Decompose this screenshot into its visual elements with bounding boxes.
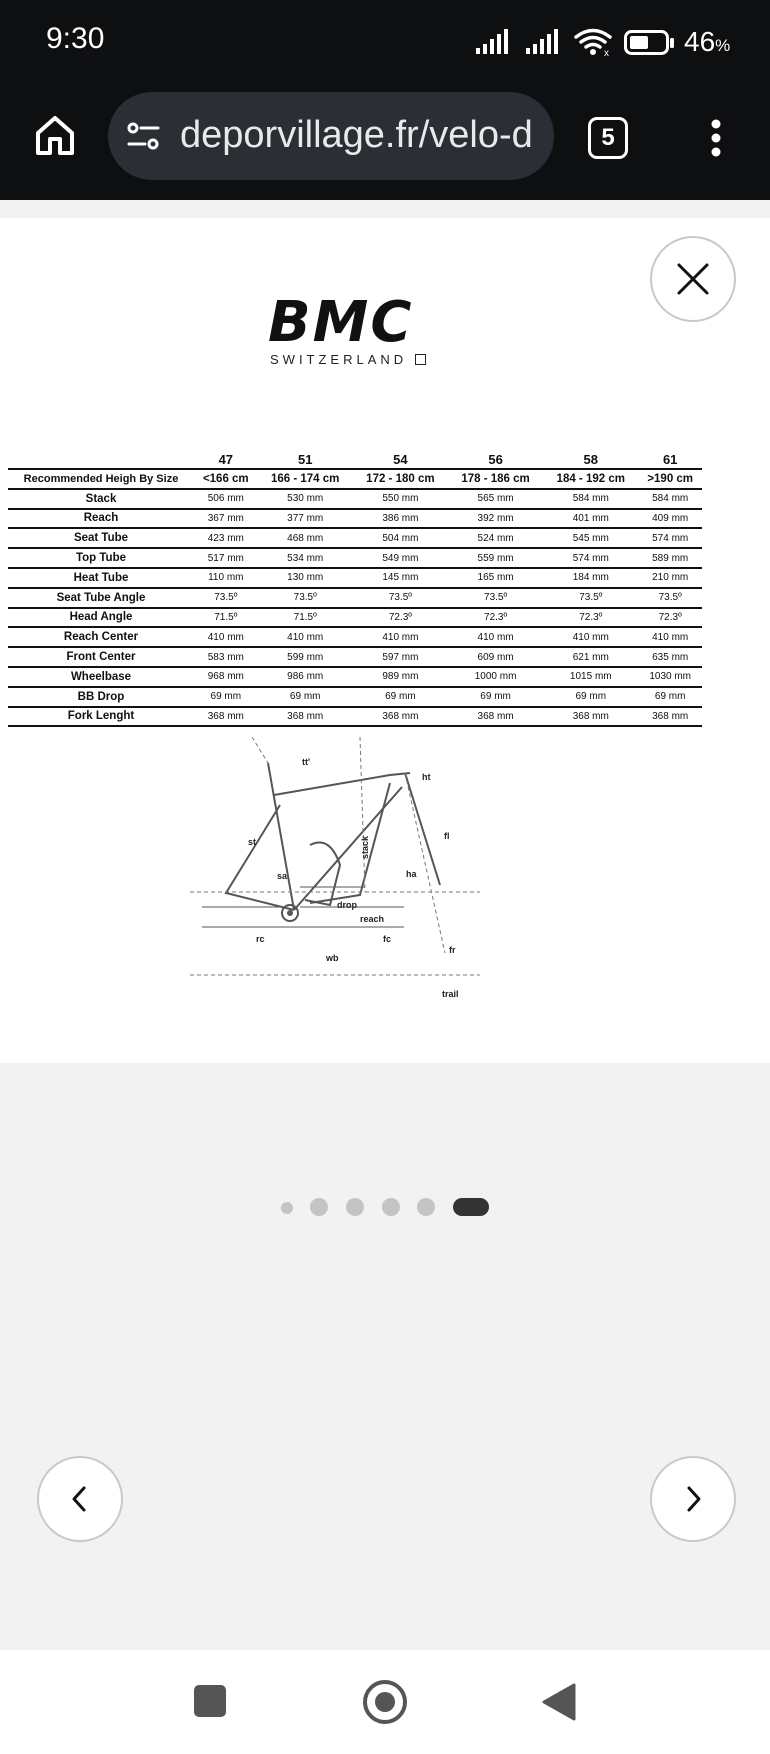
diagram-label: ha [406, 869, 417, 879]
size-header: 54 [353, 450, 448, 469]
diagram-label: fr [449, 945, 456, 955]
table-cell: 69 mm [258, 687, 353, 707]
table-cell: 377 mm [258, 509, 353, 529]
recent-apps-button[interactable] [194, 1685, 226, 1717]
table-cell: 565 mm [448, 489, 543, 509]
table-cell: <166 cm [194, 469, 258, 489]
table-cell: 534 mm [258, 548, 353, 568]
table-cell: 368 mm [448, 707, 543, 727]
table-cell: 110 mm [194, 568, 258, 588]
diagram-label: drop [337, 900, 357, 910]
close-button[interactable] [650, 236, 736, 322]
table-cell: 210 mm [638, 568, 702, 588]
table-cell: 166 - 174 cm [258, 469, 353, 489]
table-cell: 574 mm [638, 528, 702, 548]
table-cell: 172 - 180 cm [353, 469, 448, 489]
table-cell: 524 mm [448, 528, 543, 548]
table-cell: 504 mm [353, 528, 448, 548]
diagram-label: fl [444, 831, 450, 841]
chevron-right-icon [652, 1458, 734, 1540]
table-cell: 989 mm [353, 667, 448, 687]
table-row-label: BB Drop [8, 687, 194, 707]
url-text[interactable]: deporvillage.fr/velo-d [180, 114, 533, 156]
table-cell: 367 mm [194, 509, 258, 529]
table-cell: 621 mm [543, 647, 638, 667]
table-row-label: Reach Center [8, 627, 194, 647]
table-cell: 72.3º [638, 608, 702, 628]
signal-wifi-icons [476, 28, 626, 58]
battery-icon [624, 30, 676, 56]
next-image-button[interactable] [650, 1456, 736, 1542]
size-header: 58 [543, 450, 638, 469]
table-row [8, 528, 702, 548]
table-cell: 401 mm [543, 509, 638, 529]
diagram-label: ht [422, 772, 431, 782]
frame-geometry-diagram [190, 735, 520, 1005]
table-cell: 73.5º [448, 588, 543, 608]
table-cell: 1030 mm [638, 667, 702, 687]
table-row [8, 509, 702, 529]
table-row [8, 568, 702, 588]
table-row [8, 667, 702, 687]
carousel-dot-active[interactable] [453, 1198, 489, 1216]
table-row-label: Seat Tube [8, 528, 194, 548]
table-cell: >190 cm [638, 469, 702, 489]
table-cell: 69 mm [448, 687, 543, 707]
table-cell: 584 mm [638, 489, 702, 509]
size-header: 51 [258, 450, 353, 469]
table-cell: 599 mm [258, 647, 353, 667]
table-cell: 1015 mm [543, 667, 638, 687]
table-row [8, 627, 702, 647]
more-vert-icon[interactable] [705, 118, 727, 158]
back-nav-button[interactable] [540, 1683, 576, 1721]
table-row [8, 647, 702, 667]
table-row-label: Front Center [8, 647, 194, 667]
table-cell: 184 mm [543, 568, 638, 588]
table-cell: 145 mm [353, 568, 448, 588]
carousel-dot[interactable] [310, 1198, 328, 1216]
table-cell: 410 mm [543, 627, 638, 647]
table-cell: 584 mm [543, 489, 638, 509]
table-cell: 1000 mm [448, 667, 543, 687]
table-cell: 635 mm [638, 647, 702, 667]
table-row-label: Reach [8, 509, 194, 529]
carousel-dot[interactable] [281, 1202, 293, 1214]
site-settings-icon[interactable] [126, 120, 162, 154]
table-cell: 71.5º [194, 608, 258, 628]
status-time: 9:30 [46, 22, 105, 55]
table-cell: 597 mm [353, 647, 448, 667]
chevron-left-icon [39, 1458, 121, 1540]
diagram-label: rc [256, 934, 265, 944]
table-row-label: Fork Lenght [8, 707, 194, 727]
table-row-label: Top Tube [8, 548, 194, 568]
table-row-label: Heat Tube [8, 568, 194, 588]
table-row [8, 588, 702, 608]
table-cell: 73.5º [638, 588, 702, 608]
table-cell: 73.5º [258, 588, 353, 608]
table-cell: 589 mm [638, 548, 702, 568]
table-cell: 583 mm [194, 647, 258, 667]
table-cell: 468 mm [258, 528, 353, 548]
table-cell: 386 mm [353, 509, 448, 529]
diagram-label: reach [360, 914, 385, 924]
carousel-dot[interactable] [417, 1198, 435, 1216]
diagram-label: fc [383, 934, 392, 944]
table-cell: 73.5º [353, 588, 448, 608]
table-cell: 545 mm [543, 528, 638, 548]
table-cell: 549 mm [353, 548, 448, 568]
table-cell: 559 mm [448, 548, 543, 568]
diagram-label: st [248, 837, 257, 847]
table-cell: 72.3º [448, 608, 543, 628]
table-cell: 609 mm [448, 647, 543, 667]
table-cell: 69 mm [638, 687, 702, 707]
table-cell: 410 mm [448, 627, 543, 647]
table-row [8, 707, 702, 727]
home-icon[interactable] [34, 113, 76, 157]
table-cell: 968 mm [194, 667, 258, 687]
table-cell: 69 mm [543, 687, 638, 707]
table-cell: 368 mm [194, 707, 258, 727]
table-cell: 410 mm [353, 627, 448, 647]
table-row-label: Seat Tube Angle [8, 588, 194, 608]
size-header-row [8, 450, 702, 469]
bmc-logo: BMC [268, 290, 414, 355]
size-header: 47 [194, 450, 258, 469]
table-row-label: Stack [8, 489, 194, 509]
table-cell: 69 mm [194, 687, 258, 707]
diagram-label: sa [277, 871, 288, 881]
table-row-label: Recommended Heigh By Size [8, 469, 194, 489]
table-cell: 73.5º [543, 588, 638, 608]
table-cell: 368 mm [258, 707, 353, 727]
diagram-label: stack [360, 835, 370, 859]
battery-percent: 46% [684, 26, 731, 57]
table-row-label: Wheelbase [8, 667, 194, 687]
table-cell: 368 mm [543, 707, 638, 727]
table-cell: 72.3º [543, 608, 638, 628]
table-cell: 72.3º [353, 608, 448, 628]
table-cell: 409 mm [638, 509, 702, 529]
table-row [8, 489, 702, 509]
diagram-label: trail [442, 989, 459, 999]
diagram-label: tt' [302, 757, 311, 767]
previous-image-button[interactable] [37, 1456, 123, 1542]
table-cell: 73.5º [194, 588, 258, 608]
table-cell: 69 mm [353, 687, 448, 707]
table-cell: 410 mm [638, 627, 702, 647]
table-cell: 986 mm [258, 667, 353, 687]
close-icon [652, 238, 734, 320]
bmc-logo-subtitle: SWITZERLAND [270, 352, 426, 367]
carousel-dot[interactable] [382, 1198, 400, 1216]
table-cell: 368 mm [638, 707, 702, 727]
table-cell: 574 mm [543, 548, 638, 568]
table-row-label: Head Angle [8, 608, 194, 628]
table-cell: 178 - 186 cm [448, 469, 543, 489]
table-cell: 368 mm [353, 707, 448, 727]
table-cell: 184 - 192 cm [543, 469, 638, 489]
table-cell: 530 mm [258, 489, 353, 509]
table-cell: 71.5º [258, 608, 353, 628]
carousel-dot[interactable] [346, 1198, 364, 1216]
tab-count-button[interactable]: 5 [588, 117, 628, 159]
table-cell: 517 mm [194, 548, 258, 568]
swiss-cross-icon [415, 354, 426, 365]
table-cell: 165 mm [448, 568, 543, 588]
table-cell: 506 mm [194, 489, 258, 509]
size-header: 61 [638, 450, 702, 469]
table-cell: 410 mm [194, 627, 258, 647]
table-cell: 392 mm [448, 509, 543, 529]
diagram-label: wb [326, 953, 339, 963]
home-nav-dot [375, 1692, 395, 1712]
table-cell: 410 mm [258, 627, 353, 647]
table-cell: 130 mm [258, 568, 353, 588]
geometry-table [8, 450, 702, 727]
table-row [8, 687, 702, 707]
table-cell: 423 mm [194, 528, 258, 548]
size-header: 56 [448, 450, 543, 469]
svg-text:x: x [604, 48, 609, 58]
table-row [8, 548, 702, 568]
table-cell: 550 mm [353, 489, 448, 509]
height-row [8, 469, 702, 489]
table-row [8, 608, 702, 628]
